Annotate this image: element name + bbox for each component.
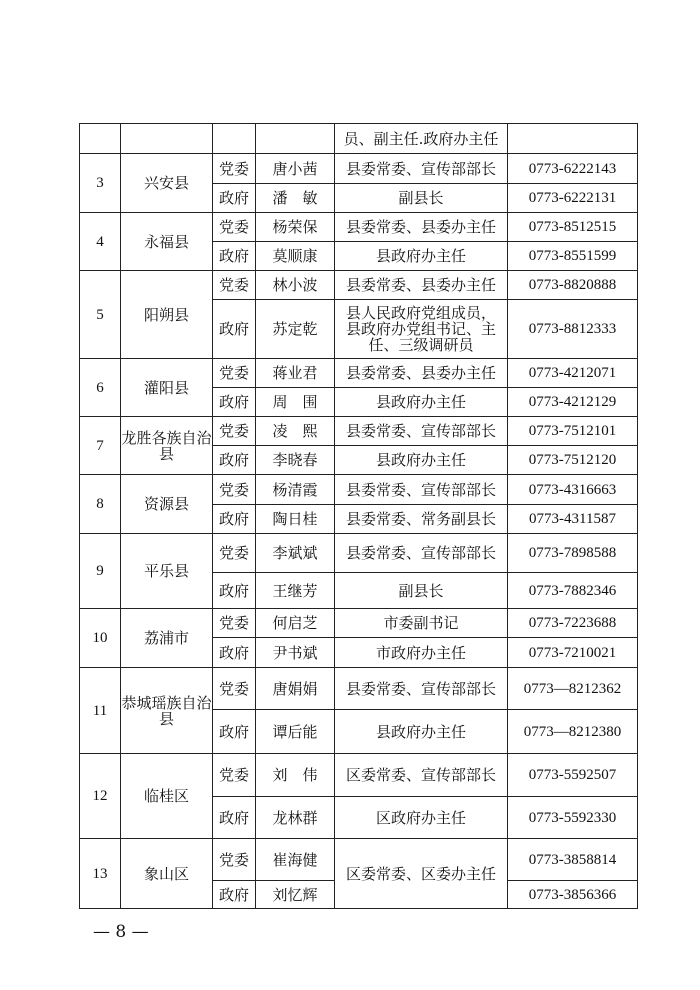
cell-name: 何启芝 (256, 609, 335, 638)
cell-tel: 0773-7512101 (508, 417, 638, 446)
cell-tel: 0773-7898588 (508, 534, 638, 573)
cell-tel: 0773-8512515 (508, 213, 638, 242)
table-row (80, 609, 638, 638)
cell-no: 13 (80, 839, 121, 909)
cell-tel (508, 124, 638, 154)
table-row (80, 359, 638, 388)
cell-tel: 0773-8812333 (508, 300, 638, 359)
cell-tel: 0773-4212071 (508, 359, 638, 388)
cell-no: 6 (80, 359, 121, 417)
cell-no: 3 (80, 154, 121, 213)
cell-duty: 县委常委、宣传部部长 (335, 154, 508, 184)
cell-duty: 员、副主任.政府办主任 (335, 124, 508, 154)
cell-tel: 0773-3856366 (508, 881, 638, 909)
cell-type: 党委 (213, 271, 256, 300)
cell-county: 平乐县 (121, 534, 213, 609)
cell-name: 陶日桂 (256, 505, 335, 534)
cell-duty: 县政府办主任 (335, 446, 508, 475)
cell-county: 资源县 (121, 475, 213, 534)
cell-no: 4 (80, 213, 121, 271)
cell-no (80, 124, 121, 154)
cell-duty: 县政府办主任 (335, 710, 508, 754)
cell-type: 政府 (213, 446, 256, 475)
cell-county: 永福县 (121, 213, 213, 271)
cell-type: 党委 (213, 754, 256, 797)
cell-county: 兴安县 (121, 154, 213, 213)
cell-type: 政府 (213, 388, 256, 417)
cell-county: 阳朔县 (121, 271, 213, 359)
cell-type: 党委 (213, 213, 256, 242)
cell-type: 政府 (213, 573, 256, 609)
cell-tel: 0773-4316663 (508, 475, 638, 505)
cell-tel: 0773-7223688 (508, 609, 638, 638)
cell-no: 9 (80, 534, 121, 609)
cell-county: 恭城瑶族自治县 (121, 668, 213, 754)
cell-county (121, 124, 213, 154)
table-row (80, 154, 638, 184)
cell-name: 李斌斌 (256, 534, 335, 573)
cell-duty: 县委常委、县委办主任 (335, 271, 508, 300)
cell-county: 临桂区 (121, 754, 213, 839)
cell-type: 政府 (213, 638, 256, 668)
table-row (80, 668, 638, 710)
cell-type: 政府 (213, 184, 256, 213)
table-row (80, 534, 638, 573)
cell-name: 唐娟娟 (256, 668, 335, 710)
table-row (80, 271, 638, 300)
table-row (80, 754, 638, 797)
cell-tel: 0773-3858814 (508, 839, 638, 881)
cell-type: 党委 (213, 839, 256, 881)
cell-duty: 县政府办主任 (335, 242, 508, 271)
cell-tel: 0773-6222143 (508, 154, 638, 184)
cell-county: 荔浦市 (121, 609, 213, 668)
cell-name (256, 124, 335, 154)
cell-no: 11 (80, 668, 121, 754)
cell-duty: 县人民政府党组成员，县政府办党组书记、主任、三级调研员 (335, 300, 508, 359)
table-row (80, 417, 638, 446)
cell-tel: 0773-8820888 (508, 271, 638, 300)
cell-type: 党委 (213, 359, 256, 388)
cell-name: 潘 敏 (256, 184, 335, 213)
cell-name: 凌 熙 (256, 417, 335, 446)
cell-name: 刘忆辉 (256, 881, 335, 909)
cell-type: 政府 (213, 881, 256, 909)
cell-name: 莫顺康 (256, 242, 335, 271)
cell-tel: 0773-7210021 (508, 638, 638, 668)
cell-type: 政府 (213, 300, 256, 359)
cell-tel: 0773-4212129 (508, 388, 638, 417)
cell-duty: 县委常委、县委办主任 (335, 359, 508, 388)
page-number: — 8 — (93, 922, 149, 942)
cell-no: 12 (80, 754, 121, 839)
cell-duty: 县委常委、宣传部部长 (335, 534, 508, 573)
cell-name: 杨荣保 (256, 213, 335, 242)
cell-duty: 区委常委、区委办主任 (335, 839, 508, 909)
cell-no: 5 (80, 271, 121, 359)
cell-name: 唐小茜 (256, 154, 335, 184)
cell-duty: 县委常委、宣传部部长 (335, 417, 508, 446)
table-row (80, 839, 638, 881)
table-row (80, 213, 638, 242)
table-row (80, 475, 638, 505)
cell-name: 尹书斌 (256, 638, 335, 668)
cell-duty: 县委常委、宣传部部长 (335, 668, 508, 710)
cell-duty: 市委副书记 (335, 609, 508, 638)
cell-duty: 县政府办主任 (335, 388, 508, 417)
cell-type: 政府 (213, 505, 256, 534)
cell-type (213, 124, 256, 154)
cell-tel: 0773-5592507 (508, 754, 638, 797)
cell-duty: 县委常委、常务副县长 (335, 505, 508, 534)
cell-tel: 0773-4311587 (508, 505, 638, 534)
cell-no: 10 (80, 609, 121, 668)
cell-type: 党委 (213, 668, 256, 710)
cell-tel: 0773-7882346 (508, 573, 638, 609)
table-row-continued (80, 124, 638, 154)
cell-no: 8 (80, 475, 121, 534)
cell-tel: 0773—8212380 (508, 710, 638, 754)
cell-name: 蒋业君 (256, 359, 335, 388)
cell-name: 林小波 (256, 271, 335, 300)
cell-type: 政府 (213, 710, 256, 754)
contact-table (79, 123, 638, 909)
cell-name: 王继芳 (256, 573, 335, 609)
cell-county: 象山区 (121, 839, 213, 909)
cell-tel: 0773-7512120 (508, 446, 638, 475)
cell-type: 党委 (213, 609, 256, 638)
cell-type: 党委 (213, 417, 256, 446)
cell-duty: 县委常委、县委办主任 (335, 213, 508, 242)
cell-name: 谭后能 (256, 710, 335, 754)
cell-type: 政府 (213, 797, 256, 839)
cell-duty: 副县长 (335, 184, 508, 213)
cell-duty: 县委常委、宣传部部长 (335, 475, 508, 505)
cell-name: 周 围 (256, 388, 335, 417)
cell-name: 李晓春 (256, 446, 335, 475)
cell-tel: 0773-8551599 (508, 242, 638, 271)
cell-county: 龙胜各族自治县 (121, 417, 213, 475)
cell-duty: 市政府办主任 (335, 638, 508, 668)
cell-tel: 0773—8212362 (508, 668, 638, 710)
cell-county: 灌阳县 (121, 359, 213, 417)
cell-duty: 区委常委、宣传部部长 (335, 754, 508, 797)
cell-tel: 0773-6222131 (508, 184, 638, 213)
cell-type: 党委 (213, 154, 256, 184)
cell-type: 党委 (213, 534, 256, 573)
cell-type: 党委 (213, 475, 256, 505)
cell-no: 7 (80, 417, 121, 475)
cell-duty: 区政府办主任 (335, 797, 508, 839)
cell-duty: 副县长 (335, 573, 508, 609)
cell-type: 政府 (213, 242, 256, 271)
cell-tel: 0773-5592330 (508, 797, 638, 839)
cell-name: 杨清霞 (256, 475, 335, 505)
cell-name: 龙林群 (256, 797, 335, 839)
cell-name: 刘 伟 (256, 754, 335, 797)
cell-name: 崔海健 (256, 839, 335, 881)
cell-name: 苏定乾 (256, 300, 335, 359)
